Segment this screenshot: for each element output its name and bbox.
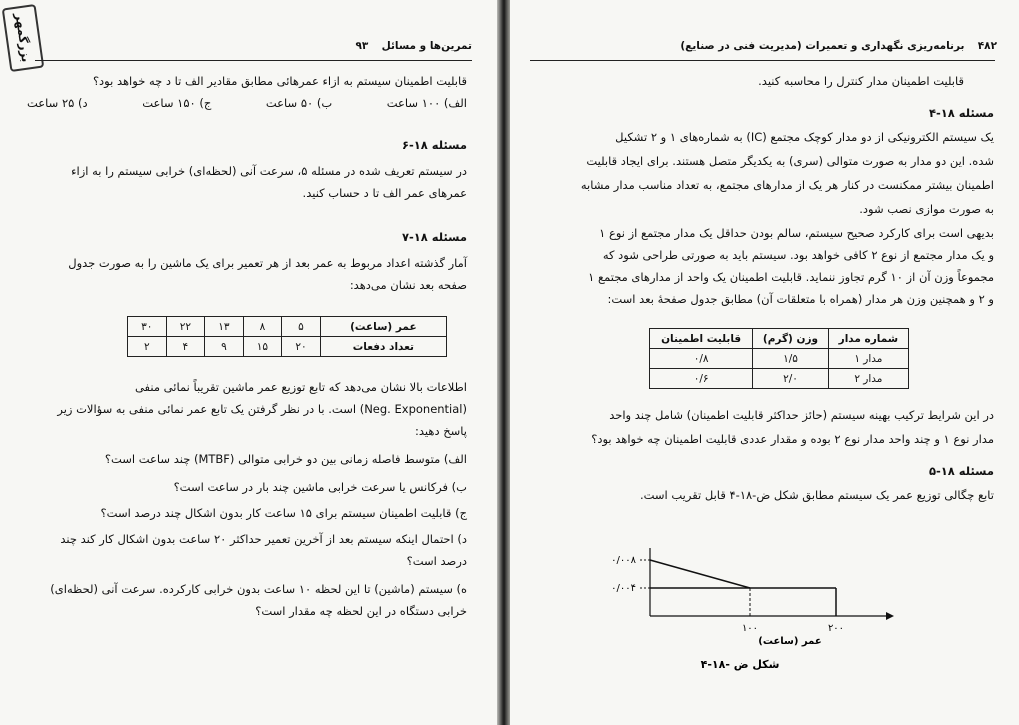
figure-caption: شکل ض -۱۸-۴	[700, 658, 780, 671]
problem-4-line-3: اطمینان بیشتر ممکنست در کنار هر یک از مدارهای مجتمع، به تعداد مناسب مدار مشابه	[580, 178, 994, 192]
problem-4b-line-3: مجموعاً وزن آن از ۱۰ گرم تجاوز ننماید. قابلیت اطمینان یک واحد از مدارهای مجتمع ۱	[588, 270, 994, 284]
left-header-rule	[35, 60, 472, 61]
table-cell: ۱۳	[205, 317, 244, 337]
left-page-number: ۹۳	[355, 40, 369, 52]
option-d: د) ۲۵ ساعت	[27, 96, 88, 110]
table-row	[128, 337, 447, 357]
question-a: الف) متوسط فاصله زمانی بین دو خرابی متوالی (MTBF) چند ساعت است؟	[104, 452, 467, 466]
option-b: ب) ۵۰ ساعت	[265, 96, 333, 110]
y-tick-label: ۰/۰۰۸	[611, 555, 636, 566]
problem-7-line-2: صفحه بعد نشان می‌دهد:	[349, 278, 467, 292]
problem-4-line-4: به صورت موازی نصب شود.	[859, 202, 994, 216]
circuit-table	[649, 328, 909, 389]
problem-7-title: مسئله ۱۸-۷	[401, 230, 467, 244]
left-header-title: تمرین‌ها و مسائل	[381, 40, 472, 52]
problem-6-line-2: عمرهای عمر الف تا د حساب کنید.	[302, 186, 467, 200]
after-table-line-2: مدار نوع ۱ و چند واحد مدار نوع ۲ بوده و مقدار عددی قابلیت اطمینان چه خواهد بود؟	[591, 432, 994, 446]
table-cell: مدار ۲	[828, 369, 908, 389]
table-cell: ۸	[243, 317, 282, 337]
x-tick-label: ۲۰۰	[827, 623, 845, 634]
question-c: ج) قابلیت اطمینان سیستم برای ۱۵ ساعت کار بدون اشکال چند درصد است؟	[100, 506, 467, 520]
problem-4-title: مسئله ۱۸-۴	[928, 106, 994, 120]
problem-6-line-1: در سیستم تعریف شده در مسئله ۵، سرعت آنی (لحظه‌ای) خرابی سیستم را به ازاء	[71, 164, 467, 178]
problem-4b-line-4: و ۲ و همچنین وزن هر مدار (همراه با متعلقات آن) مطابق جدول صفحهٔ بعد است:	[607, 292, 994, 306]
problem-6-title: مسئله ۱۸-۶	[401, 138, 467, 152]
density-slope	[650, 560, 750, 588]
table-row	[650, 369, 909, 389]
lifetime-table	[127, 316, 447, 357]
table-cell: ۲۲	[166, 317, 205, 337]
right-header-title: برنامه‌ریزی نگهداری و تعمیرات (مدیریت فنی در صنایع)	[680, 40, 965, 52]
table-row	[128, 317, 447, 337]
question-e-line-2: خرابی دستگاه در این لحظه چه مقدار است؟	[255, 604, 467, 618]
right-first-line: قابلیت اطمینان مدار کنترل را محاسبه کنید.	[758, 74, 964, 88]
table-cell: ۳۰	[128, 317, 167, 337]
option-c: ج) ۱۵۰ ساعت	[142, 96, 212, 110]
x-axis-arrow-icon	[886, 612, 894, 620]
left-options	[27, 92, 467, 114]
problem-5-title: مسئله ۱۸-۵	[928, 464, 994, 478]
table-row-label: عمر (ساعت)	[320, 317, 446, 337]
table-cell: ۲/۰	[753, 369, 829, 389]
x-tick-label: ۱۰۰	[741, 623, 759, 634]
option-a: الف) ۱۰۰ ساعت	[386, 96, 467, 110]
table-cell: ۱۵	[243, 337, 282, 357]
info-line-3: پاسخ دهید:	[415, 424, 467, 438]
table-header-row	[650, 329, 909, 349]
problem-4-line-1: یک سیستم الکترونیکی از دو مدار کوچک مجتمع (IC) به شماره‌های ۱ و ۲ تشکیل	[615, 130, 994, 144]
table-row-label: تعداد دفعات	[320, 337, 446, 357]
info-line-2: (Neg. Exponential) است. با در نظر گرفتن یک تابع عمر نمائی منفی به سؤالات زیر	[57, 402, 467, 416]
table-header-cell: قابلیت اطمینان	[650, 329, 753, 349]
question-d-line-2: درصد است؟	[406, 554, 467, 568]
table-cell: ۲۰	[282, 337, 321, 357]
problem-4-line-2: شده. این دو مدار به صورت متوالی (سری) به یکدیگر متصل هستند. برای ایجاد قابلیت	[586, 154, 994, 168]
left-intro: قابلیت اطمینان سیستم به ازاء عمرهائی مطابق مقادیر الف تا د چه خواهد بود؟	[92, 74, 467, 88]
problem-4b-line-1: بدیهی است برای کارکرد صحیح سیستم، سالم بودن حداقل یک مدار مجتمع از نوع ۱	[599, 226, 994, 240]
right-page-number: ۴۸۲	[977, 40, 997, 52]
after-table-line-1: در این شرایط ترکیب بهینه سیستم (حائز حداکثر قابلیت اطمینان) شامل چند واحد	[609, 408, 994, 422]
table-row	[650, 349, 909, 369]
info-line-1: اطلاعات بالا نشان می‌دهد که تابع توزیع عمر ماشین تقریباً نمائی منفی	[134, 380, 467, 394]
x-axis-label: عمر (ساعت)	[758, 636, 822, 647]
table-cell: ۴	[166, 337, 205, 357]
question-e-line-1: ه) سیستم (ماشین) تا این لحظه ۱۰ ساعت بدون خرابی کارکرده. سرعت آنی (لحظه‌ای)	[50, 582, 467, 596]
question-b: ب) فرکانس یا سرعت خرابی ماشین چند بار در ساعت است؟	[173, 480, 467, 494]
table-header-cell: شماره مدار	[828, 329, 908, 349]
book-gutter	[497, 0, 510, 725]
table-cell: ۹	[205, 337, 244, 357]
right-header-rule	[530, 60, 995, 61]
density-chart	[590, 540, 920, 680]
left-header	[32, 40, 472, 52]
y-tick-label: ۰/۰۰۴	[611, 583, 636, 594]
problem-5-line: تابع چگالی توزیع عمر یک سیستم مطابق شکل ض-۱۸-۴ قابل تقریب است.	[639, 488, 994, 502]
right-page	[510, 0, 1019, 725]
table-cell: ۲	[128, 337, 167, 357]
density-figure	[590, 540, 920, 680]
problem-4b-line-2: و یک مدار مجتمع از نوع ۲ کافی خواهد بود. سیستم باید به صورتی طراحی شود که	[602, 248, 994, 262]
table-cell: ۵	[282, 317, 321, 337]
table-cell: مدار ۱	[828, 349, 908, 369]
question-d-line-1: د) احتمال اینکه سیستم بعد از آخرین تعمیر حداکثر ۲۰ ساعت بدون اشکال کار کند چند	[60, 532, 467, 546]
right-header	[537, 40, 997, 52]
table-cell: ۰/۶	[650, 369, 753, 389]
table-cell: ۰/۸	[650, 349, 753, 369]
watermark-stamp: بزرگمهر	[2, 4, 45, 72]
table-header-cell: وزن (گرم)	[753, 329, 829, 349]
left-page	[0, 0, 497, 725]
problem-7-line-1: آمار گذشته اعداد مربوط به عمر بعد از هر تعمیر برای یک ماشین را به صورت جدول	[68, 256, 467, 270]
table-cell: ۱/۵	[753, 349, 829, 369]
